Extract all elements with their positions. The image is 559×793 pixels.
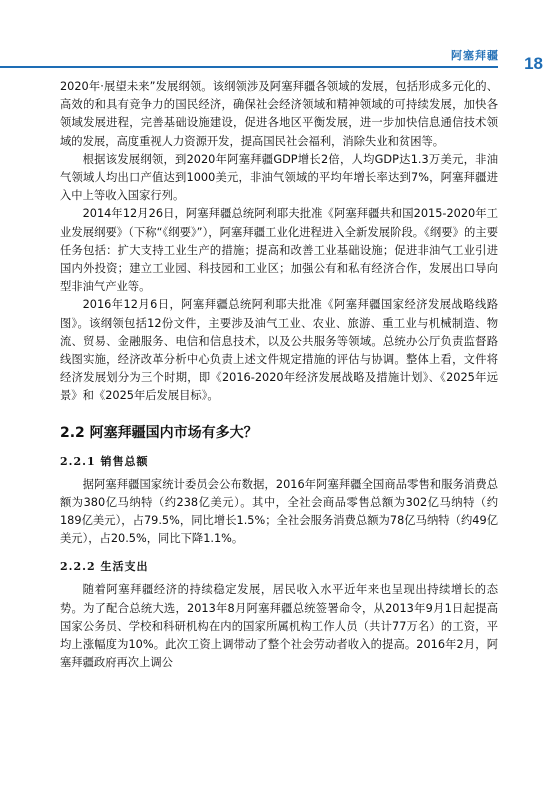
paragraph: 根据该发展纲领，到2020年阿塞拜疆GDP增长2倍，人均GDP达1.3万美元，非油气领域人均出口产值达到1000美元，非油气领域的平均年增长率达到7%，阿塞拜疆进入中上等收入国家行列。 xyxy=(60,152,498,203)
running-title: 阿塞拜疆 xyxy=(451,49,499,62)
paragraph: 2020年·展望未来”发展纲领。该纲领涉及阿塞拜疆各领域的发展，包括形成多元化的、高效的和具有竞争力的国民经济，确保社会经济领域和精神领域的可持续发展，加快各领域发展进程，完善基础设施建设，促进各地区平衡发展，进一步加快信息通信技术领域的发展，高度重视人力资源开发，提高国民社会福利，消除失业和贫困等。 xyxy=(60,80,498,148)
page-number: 18 xyxy=(524,54,543,73)
subsection-heading: 2.2.1 销售总额 xyxy=(60,454,149,468)
paragraph: 2016年12月6日，阿塞拜疆总统阿利耶夫批准《阿塞拜疆国家经济发展战略线路图》。该纲领包括12份文件，主要涉及油气工业、农业、旅游、重工业与机械制造、物流、贸易、金融服务、电信和信息技术，以及公共服务等领域。总统办公厅负责监督路线图实施，经济改革分析中心负责上述文件规定措施的评估与协调。整体上看，文件将经济发展划分为三个时期，即《2016-2020年经济发展战略及措施计划》、《2025年远景》和《2025年后发展目标》。 xyxy=(60,298,498,403)
paragraph: 据阿塞拜疆国家统计委员会公布数据，2016年阿塞拜疆全国商品零售和服务消费总额为380亿马纳特（约238亿美元）。其中，全社会商品零售总额为302亿马纳特（约189亿美元），占79.5%，同比增长1.5%；全社会服务消费总额为78亿马纳特（约49亿美元），占20.5%，同比下降1.1%。 xyxy=(60,477,498,546)
paragraph: 随着阿塞拜疆经济的持续稳定发展，居民收入水平近年来也呈现出持续增长的态势。为了配合总统大选，2013年8月阿塞拜疆总统签署命令，从2013年9月1日起提高国家公务员、学校和科研机构在内的国家所属机构工作人员（共计77万名）的工资，平均上涨幅度为10%。此次工资上调带动了整个社会劳动者收入的提高。2016年2月，阿塞拜疆政府再次上调公 xyxy=(60,583,498,670)
section-heading: 2.2 阿塞拜疆国内市场有多大？ xyxy=(60,424,258,441)
header-rule xyxy=(0,66,498,68)
subsection-heading: 2.2.2 生活支出 xyxy=(60,560,149,574)
paragraph: 2014年12月26日，阿塞拜疆总统阿利耶夫批准《阿塞拜疆共和国2015-2020年工业发展纲要》（下称“《纲要》”），阿塞拜疆工业化进程进入全新发展阶段。《纲要》的主要任务包括：扩大支持工业生产的措施；提高和改善工业基础设施；促进非油气工业引进国内外投资；建立工业园、科技园和工业区；加强公有和私有经济合作，发展出口导向型非油气产业等。 xyxy=(60,207,498,294)
page-body xyxy=(60,78,498,672)
